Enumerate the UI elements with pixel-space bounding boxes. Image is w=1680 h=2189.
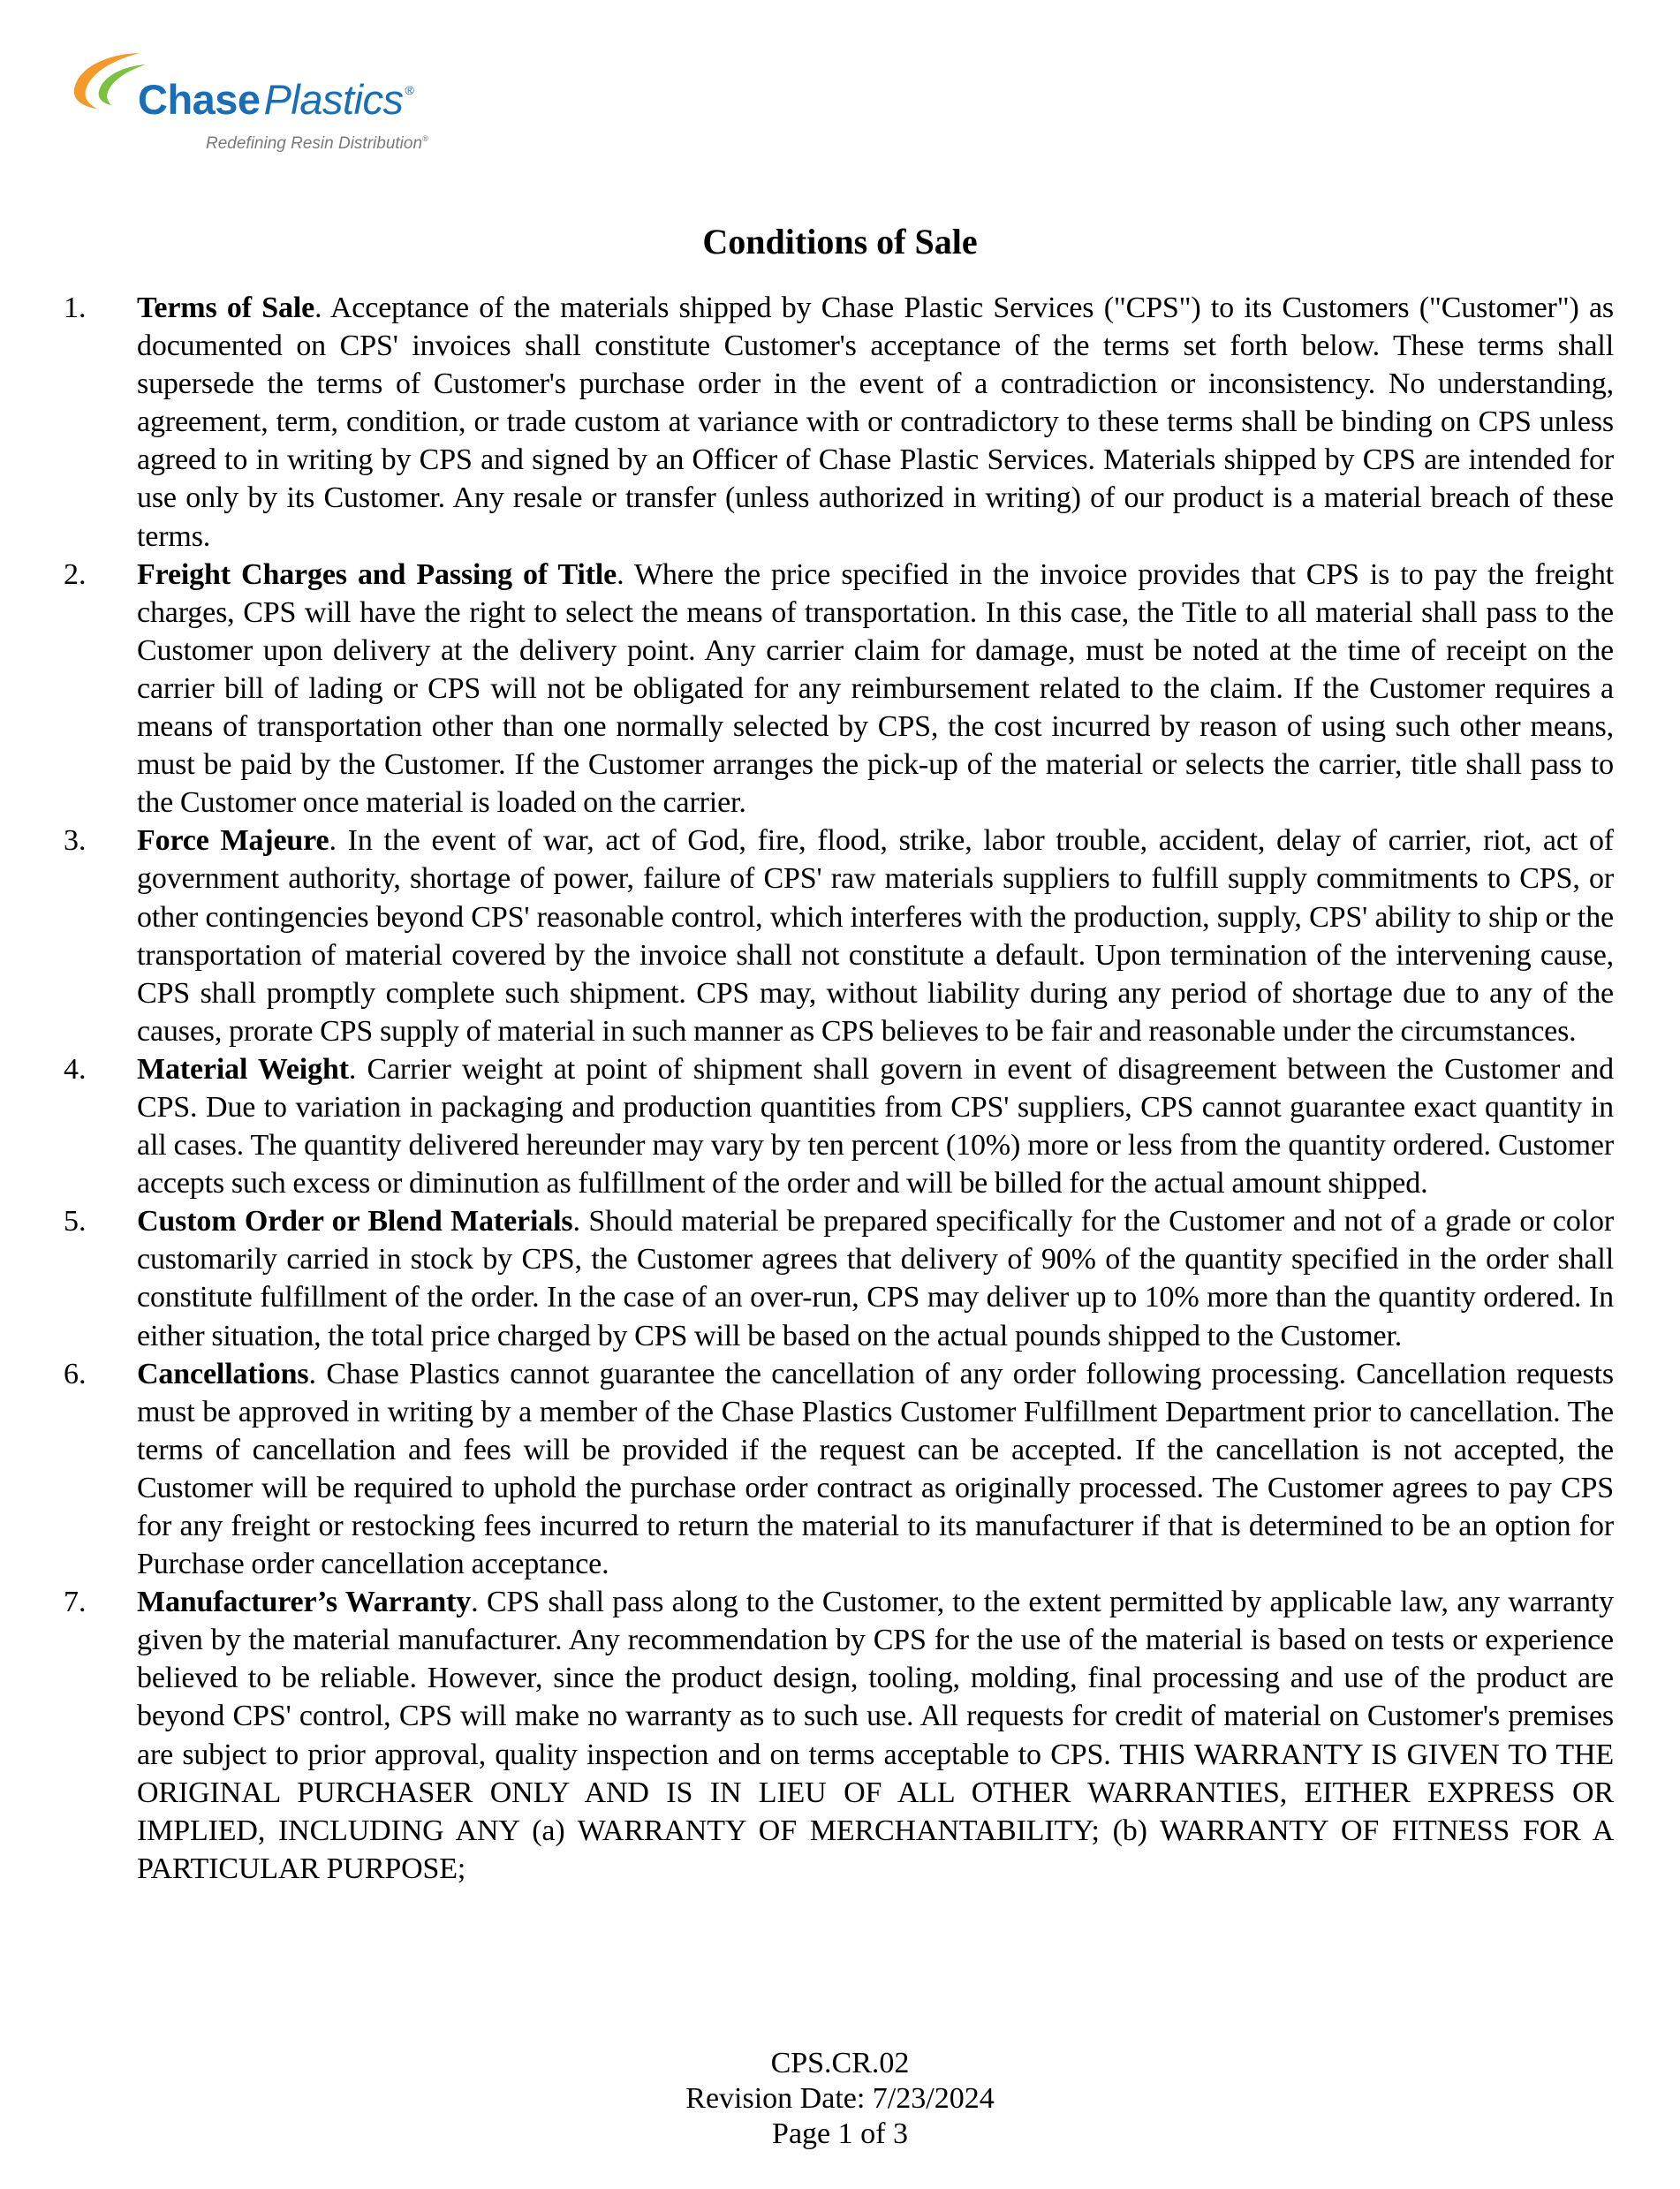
- brand-name-chase: Chase: [138, 76, 261, 123]
- condition-heading: Freight Charges and Passing of Title: [137, 557, 617, 591]
- condition-item: [0, 289, 1680, 556]
- condition-number: 7.: [64, 1586, 87, 1619]
- condition-body: [137, 822, 1614, 1050]
- condition-body: [137, 289, 1614, 556]
- condition-number: 5.: [64, 1205, 87, 1238]
- condition-item: [0, 556, 1680, 822]
- condition-body: [137, 1050, 1614, 1202]
- condition-item: [0, 1583, 1680, 1888]
- condition-body: [137, 1355, 1614, 1584]
- condition-heading: Terms of Sale: [137, 292, 315, 324]
- condition-text: . Where the price specified in the invoice provides that CPS is to pay the freight charges, CPS will have the right to select the means of transportation. In this case, the Title to all material shall pass to the Customer upon delivery at the delivery point. Any carrier claim for damage, must be noted at the time of receipt on the carrier bill of lading or CPS will not be obligated for any reimbursement related to the claim. If the Customer requires a means of transportation other than one normally selected by CPS, the cost incurred by reason of using such other means, must be paid by the Customer. If the Customer arranges the pick-up of the material or selects the carrier, title shall pass to the Customer once material is loaded on the carrier.: [137, 557, 1614, 820]
- registered-mark: ®: [405, 83, 414, 97]
- condition-text: . Chase Plastics cannot guarantee the cancellation of any order following processing. Cancellation requests must be approved in writing by a member of the Chase Plastics Customer Fulfillment Department prior to cancellation. The terms of cancellation and fees will be provided if the request can be accepted. If the cancellation is not accepted, the Customer will be required to uphold the purchase order contract as originally processed. The Customer agrees to pay CPS for any freight or restocking fees incurred to return the material to its manufacturer if that is determined to be an option for Purchase order cancellation acceptance.: [137, 1357, 1614, 1581]
- condition-number: 4.: [64, 1052, 87, 1086]
- page-number: Page 1 of 3: [772, 2117, 908, 2150]
- condition-item: [0, 1050, 1680, 1202]
- condition-text: . Should material be prepared specifically for the Customer and not of a grade or color customarily carried in stock by CPS, the Customer agrees that delivery of 90% of the quantity specified in the order shall constitute fulfillment of the order. In the case of an over-run, CPS may deliver up to 10% more than the quantity ordered. In either situation, the total price charged by CPS will be based on the actual pounds shipped to the Customer.: [137, 1205, 1614, 1352]
- conditions-list: [0, 289, 1680, 1888]
- condition-heading: Cancellations: [137, 1357, 309, 1390]
- condition-text: . Acceptance of the materials shipped by Chase Plastic Services ("CPS") to its Customers ("Customer") as documented on CPS' invoices shall constitute Customer's acceptance of the terms set forth below. These terms shall supersede the terms of Customer's purchase order in the event of a contradiction or inconsistency. No understanding, agreement, term, condition, or trade custom at variance with or contradictory to these terms shall be binding on CPS unless agreed to in writing by CPS and signed by an Officer of Chase Plastic Services. Materials shipped by CPS are intended for use only by its Customer. Any resale or transfer (unless authorized in writing) of our product is a material breach of these terms.: [137, 292, 1614, 553]
- condition-number: 2.: [64, 557, 87, 591]
- condition-text: . In the event of war, act of God, fire, flood, strike, labor trouble, accident, delay of carrier, riot, act of government authority, shortage of power, failure of CPS' raw materials suppliers to fulfill supply commitments to CPS, or other contingencies beyond CPS' reasonable control, which interferes with the production, supply, CPS' ability to ship or the transportation of material covered by the invoice shall not constitute a default. Upon termination of the intervening cause, CPS shall promptly complete such shipment. CPS may, without liability during any period of shortage due to any of the causes, prorate CPS supply of material in such manner as CPS believes to be fair and reasonable under the circumstances.: [137, 824, 1614, 1048]
- page-title: Conditions of Sale: [702, 222, 978, 261]
- brand-tagline: [206, 134, 428, 154]
- condition-number: 1.: [64, 292, 87, 324]
- condition-text: . Carrier weight at point of shipment shall govern in event of disagreement between the Customer and CPS. Due to variation in packaging and production quantities from CPS' suppliers, CPS cannot guarantee exact quantity in all cases. The quantity delivered hereunder may vary by ten percent (10%) more or less from the quantity ordered. Customer accepts such excess or diminution as fulfillment of the order and will be billed for the actual amount shipped.: [137, 1052, 1614, 1201]
- condition-number: 6.: [64, 1357, 87, 1390]
- condition-body: [137, 1583, 1614, 1888]
- condition-item: [0, 822, 1680, 1050]
- condition-number: 3.: [64, 824, 87, 858]
- tagline-registered-mark: ®: [422, 134, 428, 143]
- document-code: CPS.CR.02: [770, 2047, 910, 2079]
- brand-wordmark: [138, 76, 414, 123]
- condition-text: . CPS shall pass along to the Customer, to the extent permitted by applicable law, any warranty given by the material manufacturer. Any recommendation by CPS for the use of the material is based on tests or experience believed to be reliable. However, since the product design, tooling, molding, final processing and use of the product are beyond CPS' control, CPS will make no warranty as to such use. All requests for credit of material on Customer's premises are subject to prior approval, quality inspection and on terms acceptable to CPS. THIS WARRANTY IS GIVEN TO THE ORIGINAL PURCHASER ONLY AND IS IN LIEU OF ALL OTHER WARRANTIES, EITHER EXPRESS OR IMPLIED, INCLUDING ANY (a) WARRANTY OF MERCHANTABILITY; (b) WARRANTY OF FITNESS FOR A PARTICULAR PURPOSE;: [137, 1586, 1614, 1885]
- condition-heading: Material Weight: [137, 1052, 349, 1086]
- condition-heading: Manufacturer’s Warranty: [137, 1586, 472, 1619]
- revision-date: Revision Date: 7/23/2024: [685, 2082, 995, 2115]
- condition-item: [0, 1355, 1680, 1584]
- condition-heading: Custom Order or Blend Materials: [137, 1205, 573, 1238]
- condition-heading: Force Majeure: [137, 824, 329, 858]
- tagline-text: Redefining Resin Distribution: [206, 134, 423, 153]
- brand-name-plastics: Plastics: [263, 76, 404, 123]
- condition-body: [137, 1202, 1614, 1354]
- company-logo: [71, 49, 459, 163]
- condition-item: [0, 1202, 1680, 1354]
- page-footer: [0, 2046, 1680, 2152]
- condition-body: [137, 556, 1614, 822]
